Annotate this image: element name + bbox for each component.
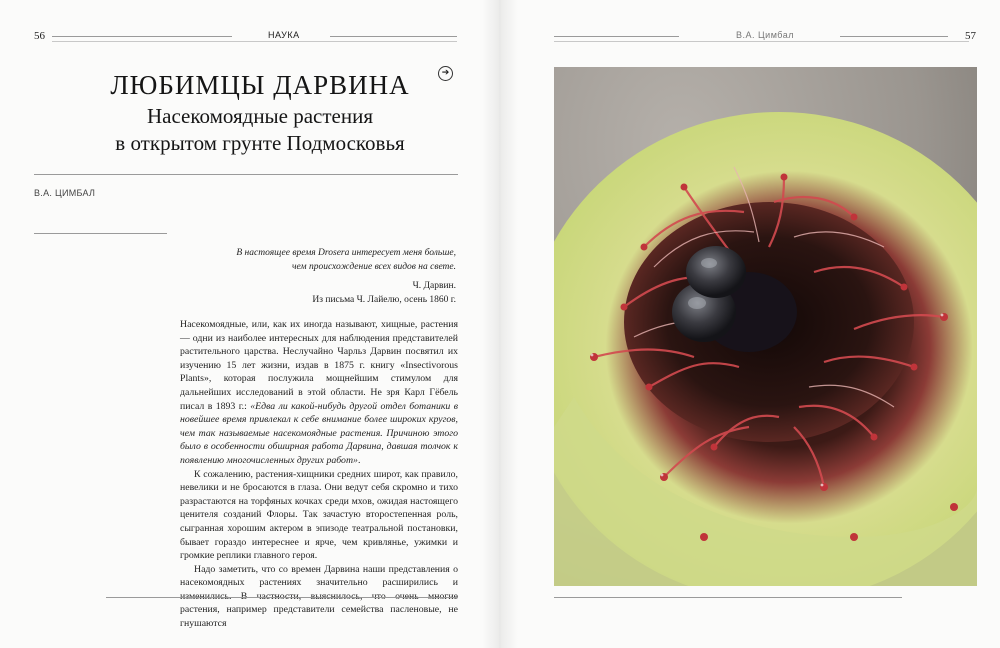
article-subtitle <box>60 103 460 157</box>
epigraph-attribution <box>200 279 456 307</box>
author-name: В.А. ЦИМБАЛ <box>34 188 96 198</box>
header-rule-left <box>52 36 232 37</box>
right-header-rule-right <box>840 36 948 37</box>
right-header-rule-left <box>554 36 679 37</box>
page-number-right: 57 <box>965 30 976 42</box>
body-paragraph-1 <box>180 318 458 468</box>
section-label: НАУКА <box>268 30 300 40</box>
attribution-source: Из письма Ч. Лайелю, осень 1860 г. <box>312 295 456 305</box>
attribution-author: Ч. Дарвин. <box>412 281 456 291</box>
fly-eye-right <box>686 246 746 298</box>
sundew-photo <box>554 67 977 586</box>
subtitle-line-1: Насекомоядные растения <box>146 104 374 128</box>
page-number-left: 56 <box>34 30 45 42</box>
running-author: В.А. Цимбал <box>736 30 794 40</box>
paragraph-1-end: . <box>357 454 361 466</box>
book-gutter-shadow <box>482 0 518 648</box>
title-rule <box>34 174 458 175</box>
article-title: ЛЮБИМЦЫ ДАРВИНА <box>110 70 410 100</box>
goebel-quote: «Едва ли какой-нибудь другой отдел ботаники в новейшее время привлекал к себе внимание более широких кругов, чем так называемые насекомоядные растения. Причиною этого было в особенности обширная работа Дарвина, давшая толчок к появлению многочисленных других работ» <box>180 400 458 466</box>
author-rule <box>34 233 167 234</box>
paragraph-1-text: Насекомоядные, или, как их иногда называют, хищные, растения — одни из наиболее интересных для наблюдения представителей растительного царства. Неслучайно Чарльз Дарвин посвятил их изучению 15 лет жизни, издав в 1875 г. книгу «Insectivorous Plants», которая послужила мощнейшим стимулом для дальнейших исследований в этой области. Не зря Карл Гёбель писал в 1893 г.: <box>180 319 458 412</box>
epigraph-line-1: В настоящее время Drosera интересует меня больше, <box>236 248 456 258</box>
circle-arrow-icon: ➔ <box>438 66 453 81</box>
epigraph <box>200 246 456 274</box>
footer-rule-left <box>106 597 458 598</box>
subtitle-line-2: в открытом грунте Подмосковья <box>115 131 405 155</box>
header-rule-right <box>330 36 457 37</box>
body-paragraph-3: Надо заметить, что со времен Дарвина наши представления о насекомоядных растениях значительно расширились и изменились. В частности, выяснилось, что очень многие растения, например представители семейства пасленовые, не гнушаются <box>180 563 458 630</box>
article-body <box>180 318 458 631</box>
footer-rule-right <box>554 597 902 598</box>
body-paragraph-2: К сожалению, растения-хищники средних широт, как правило, невелики и не бросаются в глаза. Они ведут себя скромно и тихо разрастаются на торфяных кочках среди мхов, ожидая настоящего ценителя созданий Флоры. Так зачастую второстепенная роль, сыгранная хорошим актером в эпизоде театральной постановки, бывает гораздо интереснее и ярче, чем кривлянье, ужимки и громкие реплики главного героя. <box>180 468 458 562</box>
header-rule-under <box>52 41 457 42</box>
epigraph-line-2: чем происхождение всех видов на свете. <box>292 262 456 272</box>
left-page <box>0 0 490 648</box>
right-header-rule-under <box>554 41 969 42</box>
